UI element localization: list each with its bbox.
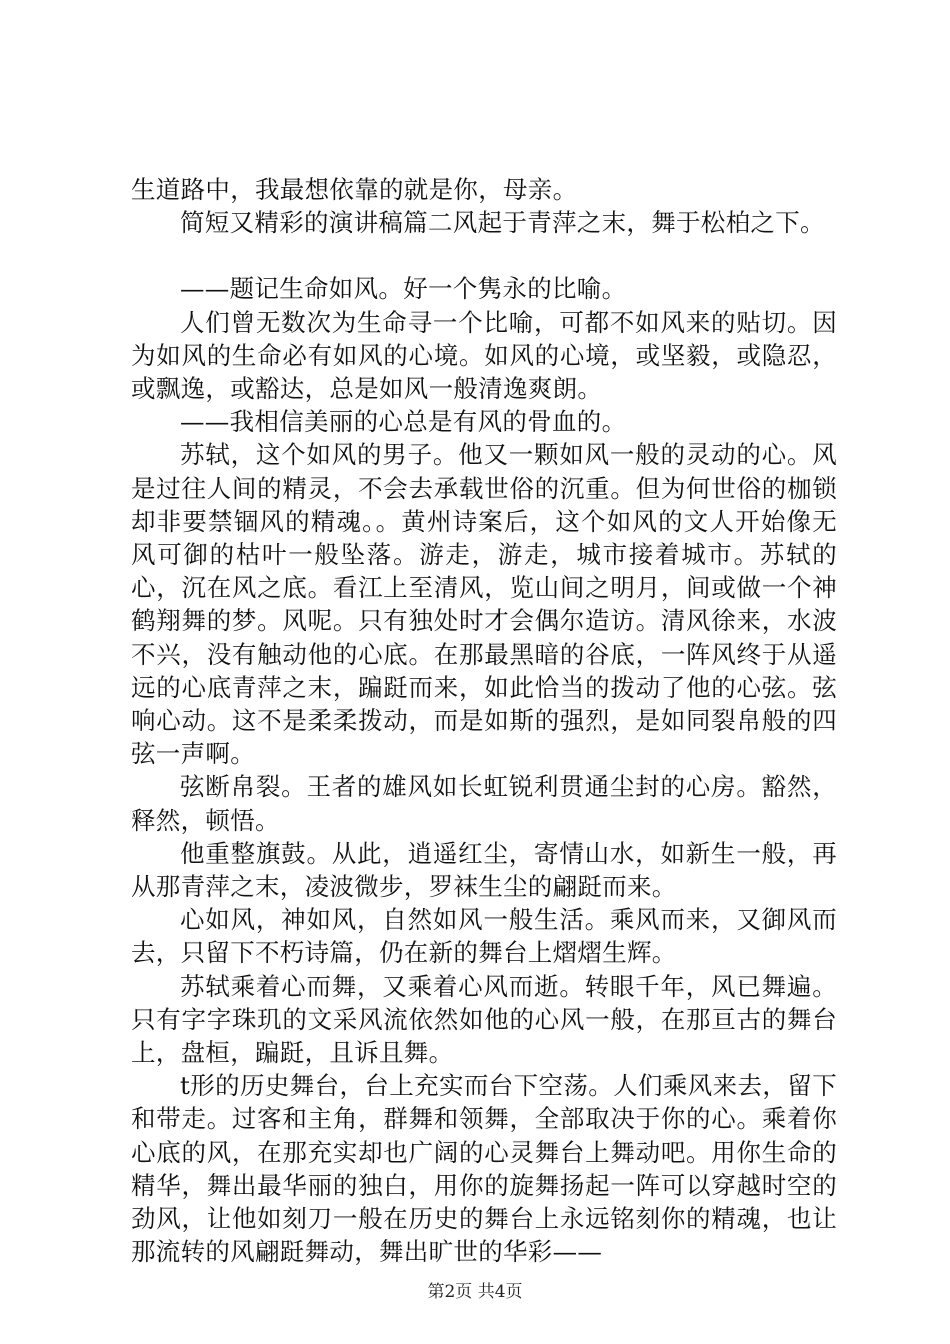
paragraph-5: ——我相信美丽的心总是有风的骨血的。 (180, 407, 627, 437)
paragraph-9: 心如风，神如风，自然如风一般生活。乘风而来，又御风而去，只留下不朽诗篇，仍在新的舞台上熠熠生辉。 (131, 905, 837, 968)
paragraph-3: ——题记生命如风。好一个隽永的比喻。 (180, 274, 627, 304)
page-footer (0, 1281, 950, 1303)
paragraph-4: 人们曾无数次为生命寻一个比喻，可都不如风来的贴切。因为如风的生命必有如风的心境。如风的心境，或坚毅，或隐忍，或飘逸，或豁达，总是如风一般清逸爽朗。 (131, 307, 837, 404)
paragraph-7: 弦断帛裂。王者的雄风如长虹锐利贯通尘封的心房。豁然，释然，顿悟。 (131, 772, 837, 835)
paragraph-8: 他重整旗鼓。从此，逍遥红尘，寄情山水，如新生一般，再从那青萍之末，凌波微步，罗袜生尘的翩跹而来。 (131, 838, 837, 902)
paragraph-11: t形的历史舞台，台上充实而台下空荡。人们乘风来去，留下和带走。过客和主角，群舞和领舞，全部取决于你的心。乘着你心底的风，在那充实却也广阔的心灵舞台上舞动吧。用你生命的精华，舞出最华丽的独白，用你的旋舞扬起一阵可以穿越时空的劲风，让他如刻刀一般在历史的舞台上永远铭刻你的精魂，也让那流转的风翩跹舞动，舞出旷世的华彩—— (131, 1071, 837, 1267)
paragraph-1: 生道路中，我最想依靠的就是你，母亲。 (131, 175, 578, 204)
paragraph-10: 苏轼乘着心而舞，又乘着心风而逝。转眼千年，风已舞遍。只有字字珠玑的文采风流依然如他的心风一般，在那亘古的舞台上，盘桓，蹁跹，且诉且舞。 (131, 971, 837, 1068)
page-number-label: 第2页 共4页 (427, 1282, 523, 1302)
document-body (131, 173, 837, 1269)
paragraph-2: 简短又精彩的演讲稿篇二风起于青萍之末，舞于松柏之下。 (180, 208, 825, 238)
paragraph-6: 苏轼，这个如风的男子。他又一颗如风一般的灵动的心。风是过往人间的精灵，不会去承载世俗的沉重。但为何世俗的枷锁却非要禁锢风的精魂。。黄州诗案后，这个如风的文人开始像无风可御的枯叶一般坠落。游走，游走，城市接着城市。苏轼的心，沉在风之底。看江上至清风，览山间之明月，间或做一个神鹤翔舞的梦。风呢。只有独处时才会偶尔造访。清风徐来，水波不兴，没有触动他的心底。在那最黑暗的谷底，一阵风终于从遥远的心底青萍之末，蹁跹而来，如此恰当的拨动了他的心弦。弦响心动。这不是柔柔拨动，而是如斯的强烈，是如同裂帛般的四弦一声啊。 (131, 440, 837, 769)
